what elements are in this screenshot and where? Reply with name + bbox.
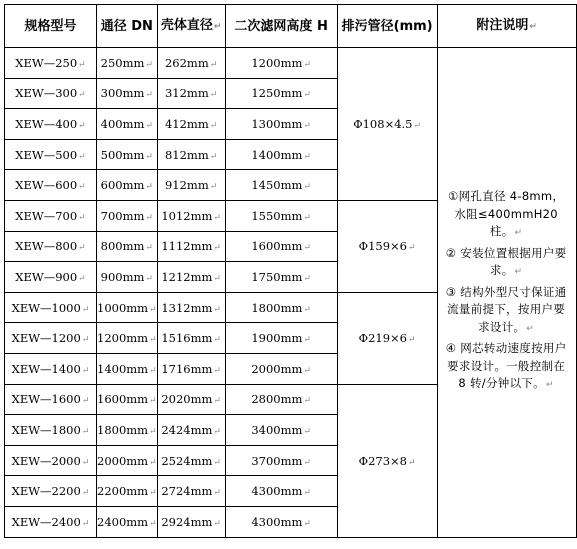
note-text: ①网孔直径 4-8mm，水阻≤400mmH20 柱。 bbox=[447, 189, 565, 238]
model-cell bbox=[5, 262, 97, 293]
model-cell-text: XEW—1600 bbox=[11, 392, 81, 407]
column-header-label: 壳体直径 bbox=[160, 17, 213, 33]
dn-cell-text: 1400mm bbox=[97, 361, 149, 376]
paragraph-mark: ↵ bbox=[81, 488, 90, 499]
note-paragraph bbox=[443, 188, 570, 243]
paragraph-mark: ↵ bbox=[81, 426, 90, 437]
paragraph-mark: ↵ bbox=[303, 304, 311, 315]
shell-diameter-cell-text: 312mm bbox=[164, 86, 209, 101]
shell-diameter-cell bbox=[157, 476, 225, 507]
model-cell-text: XEW—500 bbox=[15, 147, 78, 162]
model-cell-text: XEW—2400 bbox=[11, 514, 81, 529]
screen-height-cell bbox=[225, 476, 337, 507]
screen-height-cell bbox=[225, 200, 337, 231]
paragraph-mark: ↵ bbox=[213, 335, 221, 346]
notes-cell bbox=[437, 48, 576, 538]
screen-height-cell-text: 1750mm bbox=[251, 269, 303, 284]
dn-cell bbox=[97, 506, 158, 537]
screen-height-cell bbox=[225, 415, 337, 446]
shell-diameter-cell-text: 912mm bbox=[164, 178, 209, 193]
paragraph-mark: ↵ bbox=[149, 396, 157, 407]
paragraph-mark: ↵ bbox=[78, 243, 86, 254]
column-header bbox=[437, 5, 576, 48]
model-cell bbox=[5, 476, 97, 507]
paragraph-mark: ↵ bbox=[529, 21, 537, 32]
drain-pipe-cell bbox=[337, 48, 437, 201]
screen-height-cell bbox=[225, 506, 337, 537]
paragraph-mark: ↵ bbox=[303, 182, 311, 193]
paragraph-mark: ↵ bbox=[149, 335, 157, 346]
screen-height-cell-text: 1550mm bbox=[251, 208, 303, 223]
shell-diameter-cell bbox=[157, 292, 225, 323]
paragraph-mark: ↵ bbox=[149, 518, 157, 529]
paragraph-mark: ↵ bbox=[303, 426, 311, 437]
shell-diameter-cell bbox=[157, 415, 225, 446]
paragraph-mark: ↵ bbox=[303, 243, 311, 254]
dn-cell-text: 300mm bbox=[100, 86, 145, 101]
paragraph-mark: ↵ bbox=[213, 273, 221, 284]
screen-height-cell bbox=[225, 78, 337, 109]
screen-height-cell bbox=[225, 445, 337, 476]
drain-pipe-text: Φ219×6 bbox=[358, 331, 408, 346]
screen-height-cell bbox=[225, 384, 337, 415]
model-cell-text: XEW—600 bbox=[15, 178, 78, 193]
dn-cell-text: 900mm bbox=[100, 269, 145, 284]
paragraph-mark: ↵ bbox=[303, 335, 311, 346]
paragraph-mark: ↵ bbox=[408, 335, 416, 346]
paragraph-mark: ↵ bbox=[413, 120, 422, 131]
drain-pipe-text: Φ159×6 bbox=[358, 239, 408, 254]
paragraph-mark: ↵ bbox=[149, 304, 157, 315]
paragraph-mark: ↵ bbox=[213, 365, 221, 376]
paragraph-mark: ↵ bbox=[78, 59, 86, 70]
model-cell bbox=[5, 415, 97, 446]
screen-height-cell bbox=[225, 170, 337, 201]
dn-cell bbox=[97, 262, 158, 293]
screen-height-cell-text: 1400mm bbox=[251, 147, 303, 162]
paragraph-mark: ↵ bbox=[78, 120, 86, 131]
paragraph-mark: ↵ bbox=[213, 304, 221, 315]
paragraph-mark: ↵ bbox=[145, 212, 153, 223]
model-cell-text: XEW—1800 bbox=[11, 422, 81, 437]
model-cell bbox=[5, 200, 97, 231]
paragraph-mark: ↵ bbox=[81, 304, 90, 315]
model-cell-text: XEW—300 bbox=[15, 86, 78, 101]
paragraph-mark: ↵ bbox=[149, 488, 157, 499]
paragraph-mark: ↵ bbox=[81, 335, 90, 346]
screen-height-cell-text: 1900mm bbox=[251, 331, 303, 346]
paragraph-mark: ↵ bbox=[213, 396, 221, 407]
dn-cell-text: 1000mm bbox=[97, 300, 149, 315]
paragraph-mark: ↵ bbox=[149, 457, 157, 468]
model-cell bbox=[5, 323, 97, 354]
paragraph-mark: ↵ bbox=[213, 212, 221, 223]
table-body bbox=[5, 48, 577, 538]
paragraph-mark: ↵ bbox=[514, 228, 523, 238]
shell-diameter-cell-text: 812mm bbox=[164, 147, 209, 162]
paragraph-mark: ↵ bbox=[145, 90, 153, 101]
note-text: ④ 网芯转动速度按用户要求设计。一般控制在 8 转/分钟以下。 bbox=[445, 341, 567, 390]
paragraph-mark: ↵ bbox=[209, 59, 218, 70]
model-cell bbox=[5, 384, 97, 415]
model-cell bbox=[5, 48, 97, 79]
screen-height-cell-text: 1200mm bbox=[251, 55, 303, 70]
spec-table bbox=[4, 4, 577, 538]
column-header-label: 通径 DN bbox=[100, 18, 153, 34]
shell-diameter-cell bbox=[157, 78, 225, 109]
column-header-label: 附注说明 bbox=[476, 17, 529, 33]
dn-cell-text: 2200mm bbox=[97, 484, 149, 499]
shell-diameter-cell bbox=[157, 109, 225, 140]
dn-cell bbox=[97, 170, 158, 201]
paragraph-mark: ↵ bbox=[514, 267, 523, 277]
shell-diameter-cell bbox=[157, 323, 225, 354]
paragraph-mark: ↵ bbox=[145, 273, 153, 284]
paragraph-mark: ↵ bbox=[303, 212, 311, 223]
model-cell-text: XEW—1000 bbox=[11, 300, 81, 315]
model-cell-text: XEW—900 bbox=[15, 269, 78, 284]
screen-height-cell bbox=[225, 353, 337, 384]
paragraph-mark: ↵ bbox=[81, 396, 90, 407]
paragraph-mark: ↵ bbox=[303, 273, 311, 284]
shell-diameter-cell-text: 1716mm bbox=[161, 361, 213, 376]
dn-cell-text: 700mm bbox=[100, 208, 145, 223]
model-cell bbox=[5, 506, 97, 537]
shell-diameter-cell-text: 1516mm bbox=[161, 331, 213, 346]
dn-cell bbox=[97, 292, 158, 323]
model-cell-text: XEW—2200 bbox=[11, 484, 81, 499]
shell-diameter-cell-text: 412mm bbox=[164, 116, 209, 131]
screen-height-cell bbox=[225, 262, 337, 293]
paragraph-mark: ↵ bbox=[209, 90, 218, 101]
paragraph-mark: ↵ bbox=[78, 90, 86, 101]
shell-diameter-cell-text: 1312mm bbox=[161, 300, 213, 315]
paragraph-mark: ↵ bbox=[209, 151, 218, 162]
model-cell bbox=[5, 353, 97, 384]
model-cell-text: XEW—1400 bbox=[11, 361, 81, 376]
column-header-label: 排污管径(mm) bbox=[341, 18, 433, 34]
paragraph-mark: ↵ bbox=[303, 396, 311, 407]
note-text: ② 安装位置根据用户要求。 bbox=[445, 245, 567, 277]
paragraph-mark: ↵ bbox=[145, 59, 153, 70]
dn-cell bbox=[97, 200, 158, 231]
dn-cell bbox=[97, 139, 158, 170]
column-header bbox=[5, 5, 97, 48]
column-header bbox=[97, 5, 158, 48]
paragraph-mark: ↵ bbox=[213, 21, 222, 32]
shell-diameter-cell-text: 2524mm bbox=[161, 453, 213, 468]
model-cell bbox=[5, 292, 97, 323]
dn-cell-text: 2000mm bbox=[97, 453, 149, 468]
shell-diameter-cell bbox=[157, 200, 225, 231]
screen-height-cell-text: 1300mm bbox=[251, 116, 303, 131]
drain-pipe-cell bbox=[337, 384, 437, 537]
paragraph-mark: ↵ bbox=[145, 243, 153, 254]
note-paragraph bbox=[443, 340, 570, 395]
paragraph-mark: ↵ bbox=[303, 488, 311, 499]
dn-cell bbox=[97, 323, 158, 354]
shell-diameter-cell bbox=[157, 262, 225, 293]
dn-cell bbox=[97, 231, 158, 262]
shell-diameter-cell-text: 1112mm bbox=[161, 239, 213, 254]
shell-diameter-cell bbox=[157, 353, 225, 384]
drain-pipe-text: Φ108×4.5 bbox=[353, 116, 413, 131]
header-row bbox=[5, 5, 577, 48]
note-paragraph bbox=[443, 284, 570, 339]
paragraph-mark: ↵ bbox=[209, 182, 218, 193]
model-cell bbox=[5, 170, 97, 201]
paragraph-mark: ↵ bbox=[81, 365, 90, 376]
paragraph-mark: ↵ bbox=[303, 90, 311, 101]
shell-diameter-cell bbox=[157, 139, 225, 170]
shell-diameter-cell bbox=[157, 445, 225, 476]
screen-height-cell bbox=[225, 139, 337, 170]
model-cell bbox=[5, 231, 97, 262]
screen-height-cell-text: 1450mm bbox=[251, 178, 303, 193]
paragraph-mark: ↵ bbox=[303, 518, 311, 529]
paragraph-mark: ↵ bbox=[78, 182, 86, 193]
paragraph-mark: ↵ bbox=[213, 488, 221, 499]
shell-diameter-cell-text: 1212mm bbox=[161, 269, 213, 284]
model-cell-text: XEW—800 bbox=[15, 239, 78, 254]
model-cell-text: XEW—250 bbox=[15, 55, 78, 70]
paragraph-mark: ↵ bbox=[81, 457, 90, 468]
note-text: ③ 结构外型尺寸保证通流量前提下，按用户要求设计。 bbox=[445, 284, 567, 334]
screen-height-cell-text: 4300mm bbox=[251, 514, 303, 529]
paragraph-mark: ↵ bbox=[145, 120, 153, 131]
shell-diameter-cell-text: 262mm bbox=[164, 55, 209, 70]
model-cell-text: XEW—700 bbox=[15, 208, 78, 223]
dn-cell bbox=[97, 48, 158, 79]
paragraph-mark: ↵ bbox=[145, 182, 153, 193]
screen-height-cell bbox=[225, 292, 337, 323]
dn-cell bbox=[97, 109, 158, 140]
dn-cell bbox=[97, 476, 158, 507]
screen-height-cell bbox=[225, 109, 337, 140]
paragraph-mark: ↵ bbox=[209, 120, 218, 131]
column-header-label: 二次滤网高度 H bbox=[234, 18, 328, 34]
paragraph-mark: ↵ bbox=[303, 120, 311, 131]
dn-cell bbox=[97, 445, 158, 476]
paragraph-mark: ↵ bbox=[545, 380, 554, 390]
dn-cell-text: 500mm bbox=[100, 147, 145, 162]
shell-diameter-cell-text: 2924mm bbox=[161, 514, 213, 529]
paragraph-mark: ↵ bbox=[303, 365, 311, 376]
screen-height-cell-text: 2000mm bbox=[251, 361, 303, 376]
shell-diameter-cell bbox=[157, 48, 225, 79]
paragraph-mark: ↵ bbox=[213, 426, 221, 437]
dn-cell bbox=[97, 353, 158, 384]
paragraph-mark: ↵ bbox=[78, 151, 86, 162]
dn-cell-text: 600mm bbox=[100, 178, 145, 193]
paragraph-mark: ↵ bbox=[149, 426, 157, 437]
shell-diameter-cell bbox=[157, 506, 225, 537]
dn-cell bbox=[97, 415, 158, 446]
dn-cell-text: 1800mm bbox=[97, 422, 149, 437]
note-paragraph bbox=[443, 245, 570, 282]
screen-height-cell bbox=[225, 48, 337, 79]
screen-height-cell-text: 1800mm bbox=[251, 300, 303, 315]
paragraph-mark: ↵ bbox=[78, 212, 86, 223]
paragraph-mark: ↵ bbox=[303, 151, 311, 162]
shell-diameter-cell-text: 2724mm bbox=[161, 484, 213, 499]
paragraph-mark: ↵ bbox=[408, 457, 416, 468]
paragraph-mark: ↵ bbox=[408, 243, 416, 254]
shell-diameter-cell bbox=[157, 231, 225, 262]
model-cell bbox=[5, 109, 97, 140]
drain-pipe-text: Φ273×8 bbox=[358, 453, 408, 468]
column-header-label: 规格型号 bbox=[24, 18, 77, 34]
dn-cell-text: 800mm bbox=[100, 239, 145, 254]
screen-height-cell-text: 3700mm bbox=[251, 453, 303, 468]
dn-cell-text: 1600mm bbox=[97, 392, 149, 407]
dn-cell-text: 250mm bbox=[100, 55, 145, 70]
model-cell bbox=[5, 78, 97, 109]
column-header bbox=[157, 5, 225, 48]
drain-pipe-cell bbox=[337, 200, 437, 292]
screen-height-cell-text: 3400mm bbox=[251, 422, 303, 437]
shell-diameter-cell-text: 1012mm bbox=[161, 208, 213, 223]
paragraph-mark: ↵ bbox=[303, 457, 311, 468]
paragraph-mark: ↵ bbox=[78, 273, 86, 284]
model-cell-text: XEW—2000 bbox=[11, 453, 81, 468]
shell-diameter-cell bbox=[157, 170, 225, 201]
dn-cell bbox=[97, 78, 158, 109]
table-row bbox=[5, 48, 577, 79]
dn-cell-text: 400mm bbox=[100, 116, 145, 131]
dn-cell-text: 2400mm bbox=[97, 514, 149, 529]
paragraph-mark: ↵ bbox=[213, 457, 221, 468]
model-cell-text: XEW—400 bbox=[15, 116, 78, 131]
drain-pipe-cell bbox=[337, 292, 437, 384]
column-header bbox=[337, 5, 437, 48]
paragraph-mark: ↵ bbox=[303, 59, 311, 70]
paragraph-mark: ↵ bbox=[213, 518, 221, 529]
paragraph-mark: ↵ bbox=[145, 151, 153, 162]
shell-diameter-cell bbox=[157, 384, 225, 415]
shell-diameter-cell-text: 2020mm bbox=[161, 392, 213, 407]
screen-height-cell bbox=[225, 323, 337, 354]
model-cell-text: XEW—1200 bbox=[11, 331, 81, 346]
screen-height-cell bbox=[225, 231, 337, 262]
paragraph-mark: ↵ bbox=[149, 365, 157, 376]
dn-cell bbox=[97, 384, 158, 415]
screen-height-cell-text: 1600mm bbox=[251, 239, 303, 254]
column-header bbox=[225, 5, 337, 48]
screen-height-cell-text: 4300mm bbox=[251, 484, 303, 499]
paragraph-mark: ↵ bbox=[526, 323, 535, 334]
paragraph-mark: ↵ bbox=[213, 243, 221, 254]
shell-diameter-cell-text: 2424mm bbox=[161, 422, 213, 437]
screen-height-cell-text: 2800mm bbox=[251, 392, 303, 407]
model-cell bbox=[5, 139, 97, 170]
dn-cell-text: 1200mm bbox=[97, 331, 149, 346]
paragraph-mark: ↵ bbox=[81, 518, 90, 529]
model-cell bbox=[5, 445, 97, 476]
screen-height-cell-text: 1250mm bbox=[251, 86, 303, 101]
